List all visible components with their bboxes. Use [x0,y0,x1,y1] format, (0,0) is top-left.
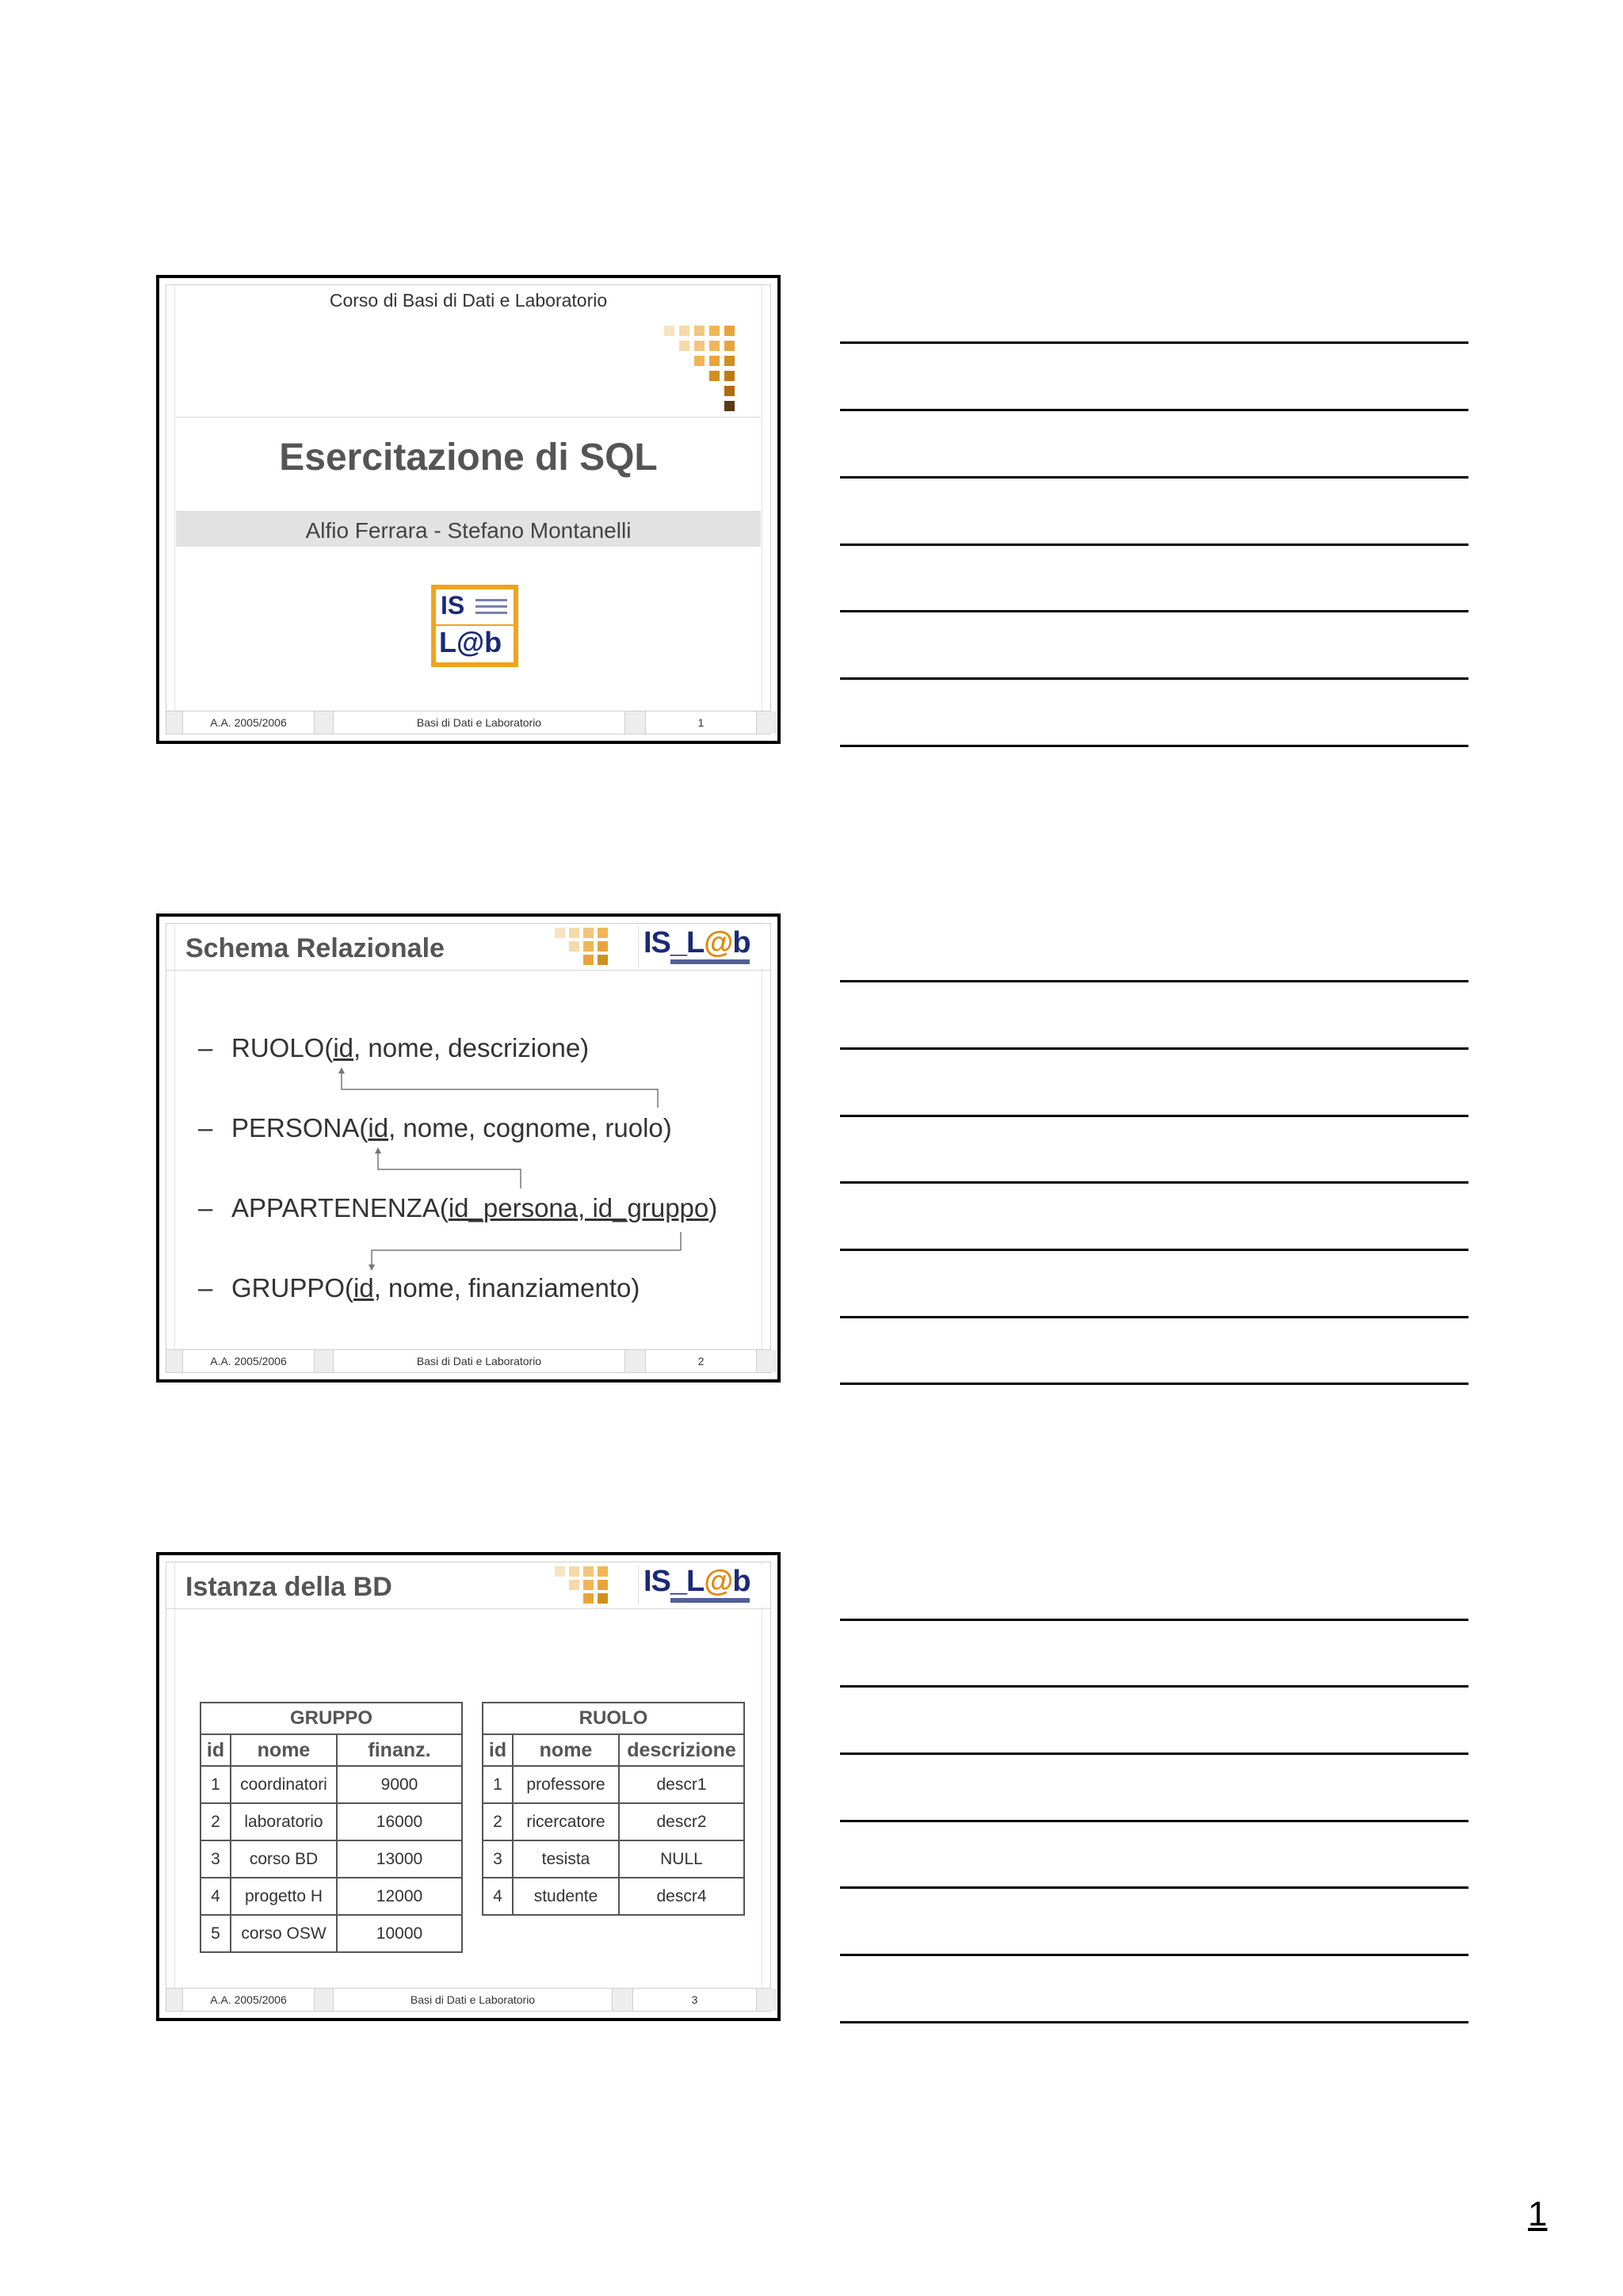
note-line [840,1820,1468,1822]
note-line [840,476,1468,479]
column-header: descrizione [619,1734,744,1766]
fk-appartenenza-gruppo [372,1232,681,1268]
table-row: 3 tesista NULL [483,1840,744,1878]
authors: Alfio Ferrara - Stefano Montanelli [305,518,632,543]
table-caption: GRUPPO [200,1703,462,1734]
table-row: 3 corso BD 13000 [200,1840,462,1878]
slide-title: Schema Relazionale [185,933,445,963]
table-row: 4 progetto H 12000 [200,1878,462,1915]
slide-footer [166,1349,770,1372]
slide-1 [156,275,781,744]
schema-ruolo: – RUOLO(id, nome, descrizione) [198,1033,590,1062]
course-name: Corso di Basi di Dati e Laboratorio [329,290,608,311]
note-line [840,1181,1468,1184]
column-header: finanz. [337,1734,462,1766]
note-line [840,1619,1468,1621]
table-row: 1 professore descr1 [483,1766,744,1803]
slide-frame [166,923,771,1373]
note-line [840,1249,1468,1251]
foreign-key-connectors [166,924,777,1380]
note-line [840,543,1468,546]
column-header: nome [513,1734,619,1766]
logo-text: IS_L@b [643,1565,750,1598]
slide-number: 1 [645,711,756,734]
footer-course: Basi di Dati e Laboratorio [333,711,624,734]
table-row: 2 ricercatore descr2 [483,1803,744,1840]
slide-header [166,1562,770,1609]
note-line [840,745,1468,747]
note-line [840,409,1468,411]
islab-logo: IS L@b [431,585,518,667]
slide-number: 2 [645,1350,756,1372]
note-line [840,1886,1468,1889]
note-line [840,1047,1468,1050]
slide-2 [156,913,781,1383]
decorative-squares [166,285,777,420]
table-gruppo [200,1702,463,1953]
table-row: 1 coordinatori 9000 [200,1766,462,1803]
arrow-ruolo [338,1067,345,1074]
note-line [840,1954,1468,1956]
slide-footer [166,711,770,734]
decorative-squares [166,1562,642,1608]
arrow-persona [375,1147,381,1154]
note-line [840,980,1468,982]
table-row: 2 laboratorio 16000 [200,1803,462,1840]
note-line [840,1685,1468,1688]
table-ruolo [482,1702,745,1916]
note-line [840,1383,1468,1385]
logo-text: IS_L@b [643,926,750,959]
fk-persona-ruolo [342,1070,658,1108]
note-line [840,677,1468,680]
slide-3 [156,1552,781,2021]
schema-persona: – PERSONA(id, nome, cognome, ruolo) [198,1113,672,1142]
islab-logo [638,1565,766,1606]
footer-year: A.A. 2005/2006 [182,1989,314,2011]
column-header: id [483,1734,513,1766]
note-line [840,1316,1468,1318]
note-line [840,610,1468,612]
slide-frame [166,1562,771,2012]
slide-number: 3 [632,1989,756,2011]
slide-frame [166,284,771,734]
table-row: 5 corso OSW 10000 [200,1915,462,1952]
table-caption: RUOLO [483,1703,744,1734]
footer-year: A.A. 2005/2006 [182,1350,314,1372]
schema-gruppo: – GRUPPO(id, nome, finanziamento) [198,1273,640,1302]
footer-course: Basi di Dati e Laboratorio [333,1989,612,2011]
note-line [840,2021,1468,2023]
column-header: id [200,1734,231,1766]
footer-year: A.A. 2005/2006 [182,711,314,734]
table-row: 4 studente descr4 [483,1878,744,1915]
schema-appartenenza: – APPARTENENZA(id_persona, id_gruppo) [198,1193,718,1222]
column-header: nome [231,1734,337,1766]
slide-title: Esercitazione di SQL [279,437,658,479]
slide-title: Istanza della BD [185,1572,392,1602]
note-line [840,1753,1468,1755]
note-line [840,1115,1468,1117]
fk-appartenenza-persona [378,1150,521,1188]
slide-footer [166,1988,770,2011]
note-line [840,341,1468,344]
arrow-gruppo [369,1264,375,1271]
page-number: 1 [1528,2195,1548,2233]
footer-course: Basi di Dati e Laboratorio [333,1350,624,1372]
